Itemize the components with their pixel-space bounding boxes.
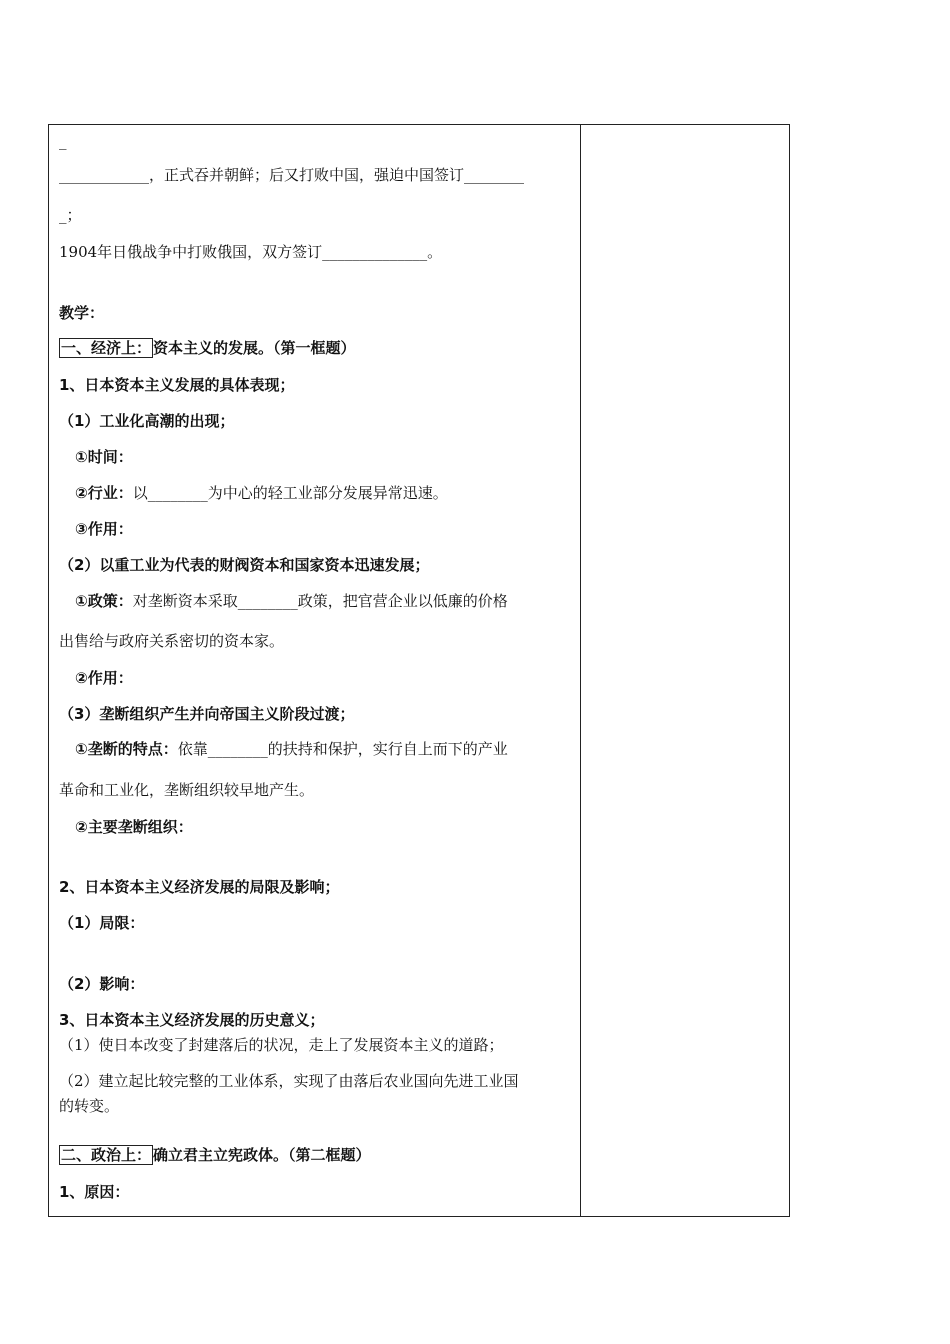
text-line: ____________，正式吞并朝鲜；后又打败中国，强迫中国签订________ [59, 166, 525, 184]
item: ①时间： [75, 448, 133, 466]
item: ②作用： [75, 669, 133, 687]
text-line: _； [59, 206, 82, 224]
boxed-label: 二、政治上： [61, 1146, 152, 1164]
column-divider [580, 125, 581, 1216]
subheading: （3）垄断组织产生并向帝国主义阶段过渡； [59, 705, 355, 723]
subheading: （1）工业化高潮的出现； [59, 412, 235, 430]
text-line: 1904年日俄战争中打败俄国，双方签订______________。 [59, 243, 443, 261]
item-label: ①政策： [75, 592, 133, 610]
item-text: 以________为中心的轻工业部分发展异常迅速。 [132, 484, 448, 502]
item-label: ②行业： [75, 484, 133, 502]
subheading: （2）以重工业为代表的财阀资本和国家资本迅速发展； [59, 556, 430, 574]
heading-text: 资本主义的发展。（第一框题） [153, 339, 356, 357]
text-line: 出售给与政府关系密切的资本家。 [59, 632, 285, 650]
subheading: 3、日本资本主义经济发展的历史意义； [59, 1011, 325, 1029]
section-heading: 教学： [59, 304, 105, 322]
item-text: 依靠________的扶持和保护，实行自上而下的产业 [177, 740, 508, 758]
subheading: （2）影响： [59, 975, 145, 993]
item-text: 对垄断资本采取________政策，把官营企业以低廉的价格 [132, 592, 508, 610]
subheading: 1、日本资本主义发展的具体表现； [59, 376, 295, 394]
lesson-table [48, 124, 790, 1217]
text-line: （1）使日本改变了封建落后的状况，走上了发展资本主义的道路； [59, 1036, 504, 1054]
section-heading [59, 1145, 371, 1165]
heading-text: 确立君主立宪政体。（第二框题） [153, 1146, 371, 1164]
item: ②主要垄断组织： [75, 818, 193, 836]
text-line: 的转变。 [59, 1097, 120, 1115]
subheading: 1、原因： [59, 1183, 130, 1201]
item [75, 591, 508, 611]
subheading: 2、日本资本主义经济发展的局限及影响； [59, 878, 340, 896]
section-heading [59, 338, 356, 358]
text-line: （2）建立起比较完整的工业体系，实现了由落后农业国向先进工业国 [59, 1072, 519, 1090]
item [75, 739, 508, 759]
item-label: ①垄断的特点： [75, 740, 178, 758]
boxed-label: 一、经济上： [61, 339, 152, 357]
text-line: 革命和工业化，垄断组织较早地产生。 [59, 781, 315, 799]
subheading: （1）局限： [59, 914, 145, 932]
item: ③作用： [75, 520, 133, 538]
item [75, 483, 448, 503]
text-line: _ [59, 132, 67, 150]
